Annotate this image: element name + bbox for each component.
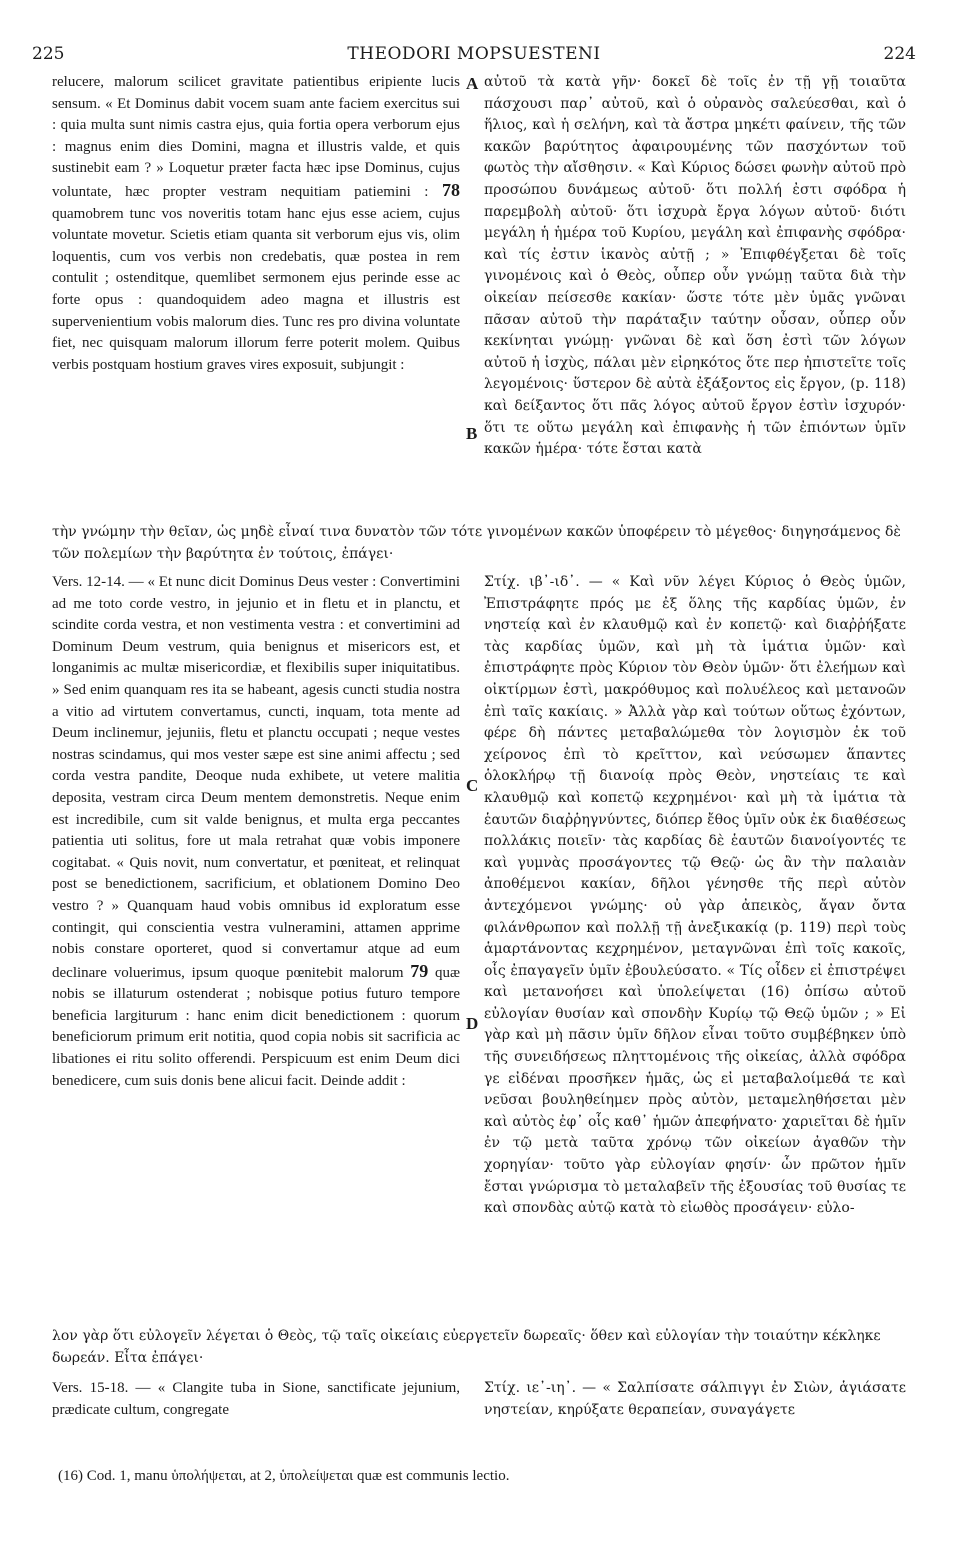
latin-column-block-1 [52, 72, 460, 376]
latin-column-block-3 [52, 1378, 460, 1421]
margin-marker-b: B [466, 424, 478, 443]
page-header [32, 44, 916, 70]
full-width-greek-2: λον γὰρ ὅτι εὐλογεῖν λέγεται ὁ Θεὸς, τῷ ταῖς οἰκείαις εὐεργετεῖν δωρεαῖς· ὅθεν καὶ εὐλογίαν τὴν τοιαύτην κέκληκε δωρεάν. Εἶτα ἐπάγει· [52, 1328, 881, 1366]
greek-column-block-3 [484, 1378, 906, 1421]
greek-text: Στίχ. ιβ᾽-ιδ᾽. — « Καὶ νῦν λέγει Κύριος ὁ Θεὸς ὑμῶν, Ἐπιστράφητε πρός με ἐξ ὅλης τῆς καρδίας ὑμῶν, ἐν νηστείᾳ καὶ ἐν κλαυθμῷ καὶ ἐν κοπετῷ· καὶ διαῤῥήξατε τὰς καρδίας ὑμῶν, καὶ μὴ τὰ ἱμάτια ὑμῶν· καὶ ἐπιστράφητε πρὸς Κύριον τὸν Θεὸν ὑμῶν· ὅτι ἐλεήμων καὶ οἰκτίρμων ἐστὶ, μακρόθυμος καὶ πολυέλεος καὶ μετανοῶν ἐπὶ ταῖς κακίαις. » Ἀλλὰ γὰρ καὶ τούτων οὕτως ἐχόντων, φέρε δὴ πάντες μεταβαλώμεθα τὸν λογισμὸν ἐκ τοῦ χείρονος ἐπὶ τὸ κρεῖττον, καὶ νεύσωμεν ἅπαντες ὁλοκλήρῳ τῇ διανοίᾳ πρὸς Θεὸν, νηστείαις τε καὶ κλαυθμῷ καὶ κοπετῷ κεχρημένοι· καὶ μὴ τὰ ἱμάτια τὰ ἑαυτῶν διαῤῥηγνύντες, διόπερ ἔθος ὑμῖν οὐκ ἐκ διαθέσεως πολλάκις ποιεῖν· τὰς καρδίας δὲ ἑαυτῶν διανοίγοντές τε καὶ γυμνὰς προσάγοντες τῷ Θεῷ· ὡς ἂν τὴν παλαιὰν ἀποθέμενοι κακίαν, δῆλοι γένησθε τῆς περὶ αὐτὸν ἀντεχόμενοι γνώμης· οὐ γὰρ ἀπεικὸς, ἄγαν ὄντα φιλάνθρωπον καὶ πολλῇ τῇ ἀνεξικακίᾳ (p. 119) περὶ τοὺς ἁμαρτάνοντας κεχρημένον, μεταγνῶναι ἐπὶ τοῖς κακοῖς, οἷς ἐπαγαγεῖν ὑμῖν ἐβουλεύσατο. « Τίς οἶδεν εἰ ἐπιστρέψει καὶ μετανοήσει καὶ ὑπολείψεται (16) ὀπίσω αὐτοῦ εὐλογίαν θυσίαν καὶ σπονδὴν Κυρίῳ τῷ Θεῷ ὑμῶν ; » Εἰ γὰρ καὶ μὴ πᾶσιν ὑμῖν δῆλον εἶναι τοῦτο συμβέβηκεν ὑπὸ τῆς συνειδήσεως πληττομένοις τῆς οἰκείας, ἀλλὰ σφόδρα γε εἰδέναι προσῆκεν ἡμᾶς, ὡς εἰ μεταβαλοίμεθά τε καὶ νεῦσαι βουληθείημεν πρὸς αὐτὸν, μεταμεληθήσεται μὲν καὶ αὐτὸς ἐφ᾽ οἷς καθ᾽ ἡμῶν ἀπεφήνατο· χαριεῖται δὲ ἡμῖν ἐν τῷ μετὰ ταῦτα χρόνῳ τῶν οἰκείων ἀγαθῶν τὴν χορηγίαν· τοῦτο γὰρ εὐλογίαν φησίν· ὧν πρῶτον ἡμῖν ἔσται γνώρισμα τὸ μεταλαβεῖν τῆς ἐξουσίας τοῦ θυσίας τε καὶ σπονδὰς αὐτῷ κατὰ τὸ εἰωθὸς προσάγειν· εὐλο- [484, 574, 906, 1217]
greek-column-block-1 [484, 72, 906, 461]
latin-text: Vers. 12-14. — « Et nunc dicit Dominus Deus vester : Convertimini ad me toto corde vestro, in jejunio et in fletu et in planctu, et scindite corda vestra, et non vestimenta vestra : et convertimini ad Dominum Deum vestrum, quia benignus et misericors est, et longanimis ac multæ misericordiæ, et flexibilis super iniquitatibus. » Sed enim quanquam res ita se habeant, agesis cuncti studia nostra a vitio ad virtutem convertamus, cuncti, inquam, tota mente ad Deum inclinemur, jejuniis, fletu et planctu occupati ; neque vestes nostras scindamus, qui mos vester sæpe est sine animi affectu ; sed corda vestra pandite, Deoque nuda exhibete, ut vetere malitia deposita, vestram circa Deum mentem demonstretis. Neque enim est incredibile, cum sit valde benignus, et multa erga peccantes patientia uti solitus, fore ut mala retrahat quæ vobis imponere cogitabat. « Quis novit, num convertatur, et pœniteat, et relinquat post se benedictionem, sacrificium, et oblationem Domino Deo vestro ? » Quanquam haud vobis omnibus id exploratum esse contingit, qui conscientia vestra vulneramini, attamen apprime nobis constare oporteret, quod si convertamur atque ad eum declinare voluerimus, ipsum quoque pœnitebit malorum [52, 574, 460, 981]
latin-text-cont: quæ nobis se illaturum ostenderat ; nobisque potius futuro tempore beneficia largiturum : hanc enim dicit benedictionem : quorum beneficiorum primum erit notitia, quod copia nobis sit sacrificia ac libationes ei ritu solito offerendi. Perspicuum est enim Deum dici benedicere, cum suis donis bene alicui facit. Deinde addit : [52, 964, 460, 1089]
footnote: (16) Cod. 1, manu ὑπολήψεται, at 2, ὑπολείψεται quæ est communis lectio. [58, 1468, 510, 1484]
page-number-right: 224 [883, 44, 916, 64]
running-title: THEODORI MOPSUESTENI [347, 44, 601, 64]
full-width-greek-1: τὴν γνώμην τὴν θεῖαν, ὡς μηδὲ εἶναί τινα δυνατὸν τῶν τότε γινομένων κακῶν ὑποφέρειν τὸ μέγεθος· διηγησάμενος δὲ τῶν πολεμίων τὴν βαρύτητα ἐν τούτοις, ἐπάγει· [52, 524, 901, 562]
column-number: 78 [442, 179, 460, 200]
margin-marker-c: C [466, 776, 479, 795]
latin-text: relucere, malorum scilicet gravitate patientibus eripiente lucis sensum. « Et Dominus dabit vocem suam ante faciem exercitus sui : quia multa sunt nimis castra ejus, quia fortia opera verborum ejus : magnus enim dies Domini, magna et illustris valde, et quis sustinebit eam ? » Loquetur præter facta hæc ipse Dominus, cujus voluntate, hæc propter vestram nequitiam patiemini : [52, 74, 460, 200]
greek-text: αὐτοῦ τὰ κατὰ γῆν· δοκεῖ δὲ τοῖς ἐν τῇ γῇ τοιαῦτα πάσχουσι παρ᾽ αὐτοῦ, καὶ ὁ οὐρανὸς σαλεύεσθαι, καὶ ὁ ἥλιος, καὶ ἡ σελήνη, καὶ τὰ ἄστρα μηκέτι φαίνειν, τῆς τῶν κακῶν βαρύτητος ἀφαιρουμένης τῶν πασχόντων τοῦ φωτὸς τὴν αἴσθησιν. « Καὶ Κύριος δώσει φωνὴν αὐτοῦ πρὸ προσώπου δυνάμεως αὐτοῦ· ὅτι πολλή ἐστι σφόδρα ἡ παρεμβολὴ αὐτοῦ· ὅτι ἰσχυρὰ ἔργα λόγων αὐτοῦ· διότι μεγάλη ἡ ἡμέρα τοῦ Κυρίου, μεγάλη καὶ ἐπιφανὴς σφόδρα· καὶ τίς ἐστιν ἱκανὸς αὐτῇ ; » Ἐπιφθέγξεται δὲ τοῖς γινομένοις καὶ ὁ Θεὸς, οὗπερ οὖν γνώμῃ ταῦτα διὰ τὴν οἰκείαν πείσεσθε κακίαν· ὥστε τότε μὲν ὑμᾶς γνῶναι πᾶσαν αὐτοῦ τὴν παράταξιν ταύτην οὖσαν, οὗπερ οὖν κεκίνηται γνώμῃ· γνῶναι δὲ καὶ ὅση ἐστὶ τῶν λόγων αὐτοῦ ἡ ἰσχὺς, πάλαι μὲν εἰρηκότος ὅτε περ ἠπιστεῖτε τοῖς λεγομένοις· ὕστερον δὲ αὐτὰ ἐξάξοντος εἰς ἔργον, (p. 118) καὶ δείξαντος ὅτι πᾶς λόγος αὐτοῦ ἔργον ἐστὶν ἰσχυρόν· ὅτι τε οὕτω μεγάλη καὶ ἐπιφανὴς ἡ τῶν ἐπιόντων ὑμῖν κακῶν ἡμέρα· τότε ἔσται κατὰ [484, 74, 906, 458]
margin-marker-a: A [466, 74, 479, 93]
greek-text: Στίχ. ιε᾽-ιη᾽. — « Σαλπίσατε σάλπιγγι ἐν Σιὼν, ἁγιάσατε νηστείαν, κηρύξατε θεραπείαν, συναγάγετε [484, 1380, 906, 1418]
greek-column-block-2 [484, 572, 906, 1220]
latin-column-block-2 [52, 572, 460, 1092]
page-number-left: 225 [32, 44, 65, 64]
latin-text-cont: quamobrem tunc vos noveritis totam hanc ejus esse aciem, cujus voluntate movetur. Scietis etiam quanta sit verborum ejus vis, olim loquentis, cum vos verbis non credebatis, quæ postea in rem contulit ; ostenditque, quemlibet sermonem ejus perinde esse ac forte opus : quandoquidem adeo magna et illustris est supervenientium vobis malorum dies. Tunc res pro divina voluntate fiet, nec quisquam malorum illorum ferre poterit molem. Quibus verbis postquam hostium graves vires exposuit, subjungit : [52, 205, 460, 373]
margin-marker-d: D [466, 1014, 479, 1033]
latin-text: Vers. 15-18. — « Clangite tuba in Sione, sanctificate jejunium, prædicate cultum, congregate [52, 1380, 460, 1418]
column-number: 79 [410, 960, 429, 981]
